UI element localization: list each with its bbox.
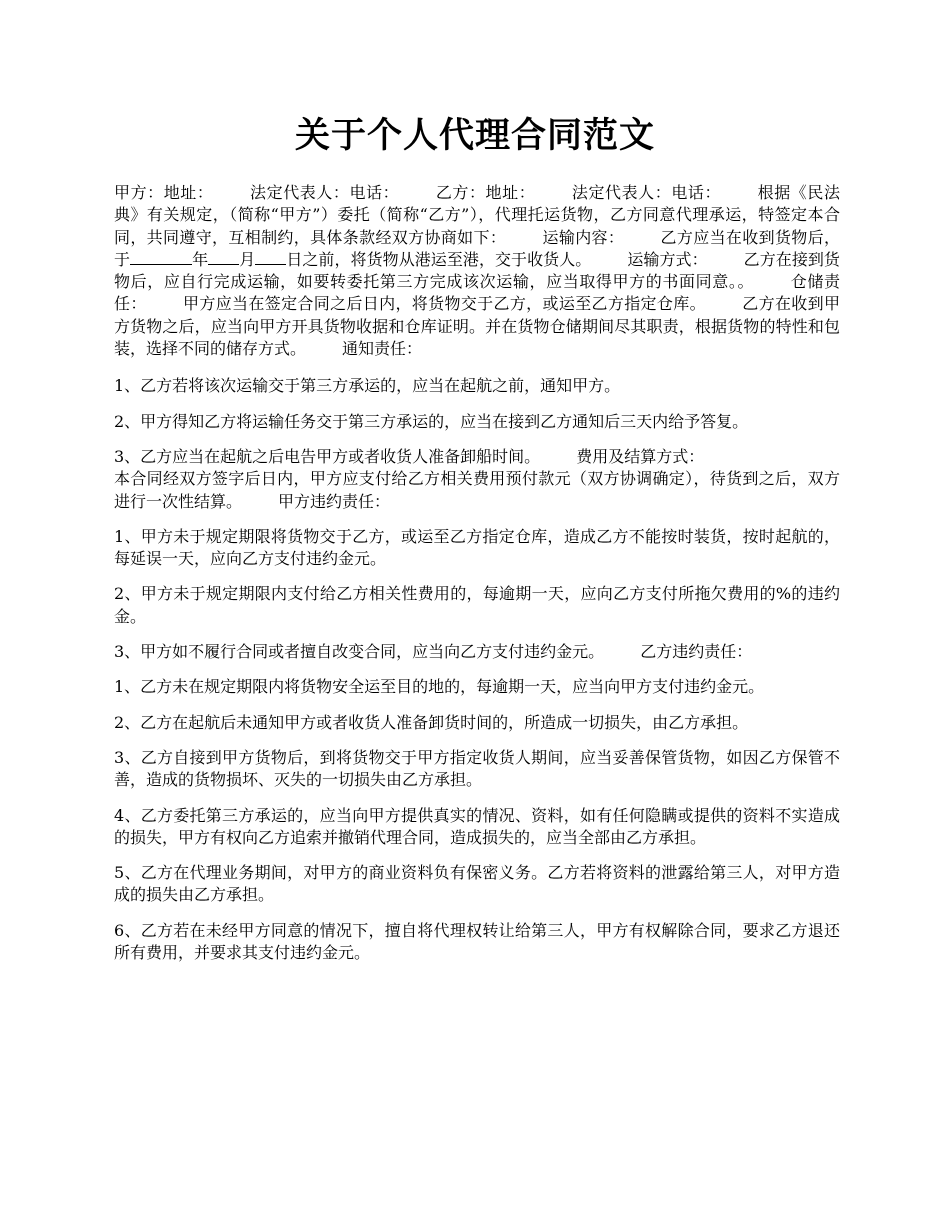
party-b-liability-item: 6、乙方若在未经甲方同意的情况下，擅自将代理权转让给第三人，甲方有权解除合同，要求乙方退还所有费用，并要求其支付违约金元。 (114, 920, 840, 963)
party-a-liability-item (114, 641, 840, 663)
preamble-text: 根据《民法典》有关规定，（简称“甲方”）委托（简称“乙方”），代理托运货物，乙方同意代理承运，特签定本合同，共同遵守，互相制约，具体条款经双方协商如下： (114, 183, 840, 247)
section-heading-transport-method: 运输方式： (627, 249, 708, 269)
transport-content-text-b: 日之前，将货物从港运至港，交于收货人。 (286, 249, 592, 269)
party-b-liability-item: 2、乙方在起航后未通知甲方或者收货人准备卸货时间的，所造成一切损失，由乙方承担。 (114, 712, 749, 732)
storage-text-a: 甲方应当在签定合同之后日内，将货物交于乙方，或运至乙方指定仓库。 (182, 294, 706, 314)
section-heading-storage: 仓储责任： (114, 272, 840, 314)
storage-text-b: 乙方在收到甲方货物之后，应当向甲方开具货物收据和仓库证明。并在货物仓储期间尽其职责，根据货物的特性和包装，选择不同的储存方式。 (114, 294, 840, 359)
document-body (114, 182, 840, 977)
section-heading-party-a-liability: 甲方违约责任： (278, 491, 391, 511)
party-b-liability-item: 3、乙方自接到甲方货物后，到将货物交于甲方指定收货人期间，应当妥善保管货物，如因乙方保管不善，造成的货物损坏、灭失的一切损失由乙方承担。 (114, 747, 840, 790)
section-heading-notification: 通知责任： (342, 339, 423, 359)
notification-item: 1、乙方若将该次运输交于第三方承运的，应当在起航之前，通知甲方。 (114, 376, 621, 396)
party-a-liability-item-3-text: 3、甲方如不履行合同或者擅自改变合同，应当向乙方支付违约金元。 (114, 642, 605, 662)
intro-paragraph (114, 182, 840, 360)
party-b-liability-item: 4、乙方委托第三方承运的，应当向甲方提供真实的情况、资料，如有任何隐瞒或提供的资料不实造成的损失，甲方有权向乙方追索并撤销代理合同，造成损失的，应当全部由乙方承担。 (114, 805, 840, 847)
section-heading-party-b-liability: 乙方违约责任： (640, 642, 753, 662)
year-blank (130, 249, 192, 265)
month-blank (208, 249, 239, 265)
notification-item (114, 446, 840, 513)
section-heading-fees: 费用及结算方式： (576, 446, 705, 466)
party-b-liability-item: 1、乙方未在规定期限内将货物安全运至目的地的，每逾期一天，应当向甲方支付违约金元。 (114, 677, 765, 697)
year-label: 年 (192, 249, 209, 269)
document-title: 关于个人代理合同范文 (294, 115, 655, 156)
party-b-address-label: 乙方：地址： (435, 183, 536, 202)
transport-method-text: 乙方在接到货物后，应自行完成运输，如要转委托第三方完成该次运输，应当取得甲方的书面同意。。 (114, 249, 840, 292)
fees-text: 本合同经双方签字后日内，甲方应支付给乙方相关费用预付款元（双方协调确定），待货到之后，双方进行一次性结算。 (114, 469, 840, 511)
party-a-address-label: 甲方：地址： (114, 183, 214, 202)
notification-item-3-text: 3、乙方应当在起航之后电告甲方或者收货人准备卸船时间。 (114, 446, 541, 466)
party-b-liability-item: 5、乙方在代理业务期间，对甲方的商业资料负有保密义务。乙方若将资料的泄露给第三人，对甲方造成的损失由乙方承担。 (114, 863, 840, 905)
transport-content-text-a: 乙方应当在收到货物后，于 (114, 227, 840, 269)
party-a-liability-item: 2、甲方未于规定期限内支付给乙方相关性费用的，每逾期一天，应向乙方支付所拖欠费用的%的违约金。 (114, 584, 840, 626)
party-b-representative-label: 法定代表人：电话： (571, 183, 722, 202)
party-a-representative-label: 法定代表人：电话： (249, 183, 400, 202)
section-heading-transport-content: 运输内容： (542, 227, 625, 247)
day-blank (255, 249, 286, 265)
party-a-liability-item: 1、甲方未于规定期限将货物交于乙方，或运至乙方指定仓库，造成乙方不能按时装货，按时起航的，每延误一天，应向乙方支付违约金元。 (114, 526, 840, 569)
month-label: 月 (239, 249, 256, 269)
notification-item: 2、甲方得知乙方将运输任务交于第三方承运的，应当在接到乙方通知后三天内给予答复。 (114, 411, 749, 431)
